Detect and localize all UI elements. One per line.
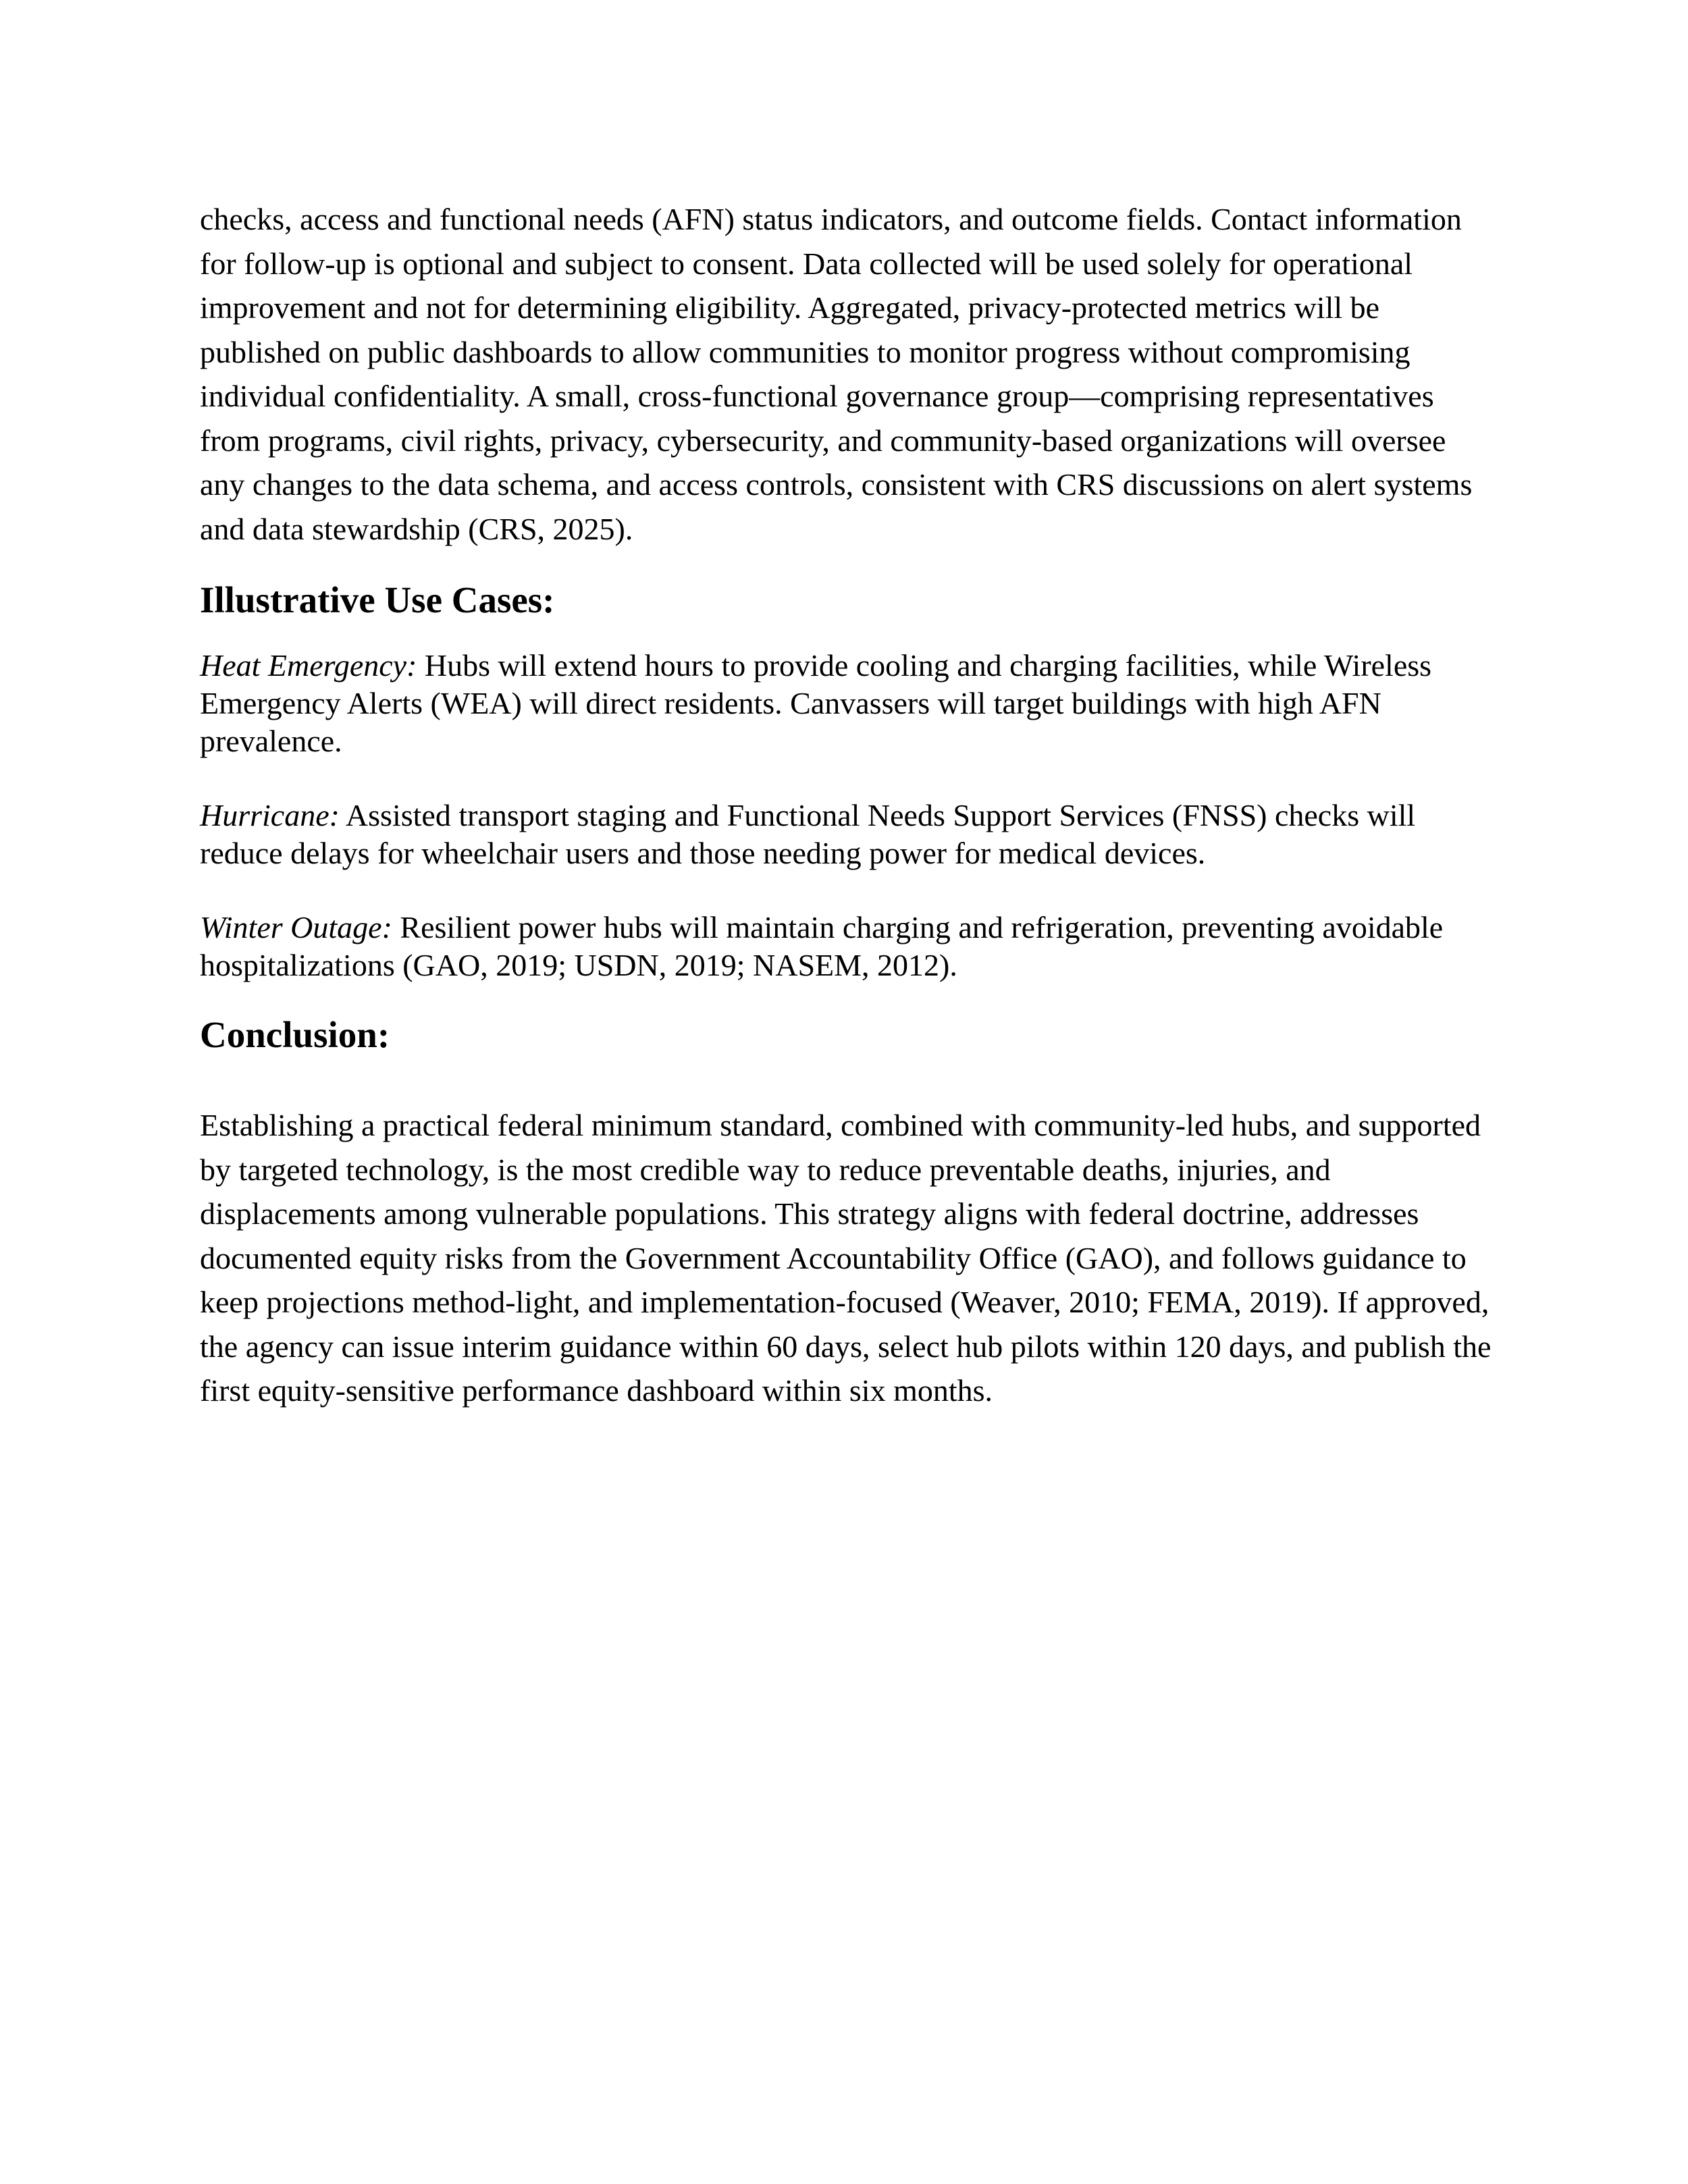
use-case-text: Assisted transport staging and Functional Needs Support Services (FNSS) checks will reduce delays for wheelchair users and those needing power for medical devices. — [200, 798, 1416, 870]
use-case-heat-emergency — [200, 647, 1496, 760]
use-case-term: Hurricane: — [200, 798, 340, 832]
conclusion-heading: Conclusion: — [200, 1014, 390, 1055]
document-body — [200, 197, 1496, 1413]
use-case-text: Resilient power hubs will maintain charging and refrigeration, preventing avoidable hospitalizations (GAO, 2019; USDN, 2019; NASEM, 2012). — [200, 910, 1444, 982]
use-cases-heading: Illustrative Use Cases: — [200, 579, 555, 620]
use-case-winter-outage — [200, 909, 1496, 984]
use-case-hurricane — [200, 797, 1496, 872]
intro-paragraph: checks, access and functional needs (AFN) status indicators, and outcome fields. Contact information for follow-up is optional and subject to consent. Data collected will be used solely for operational improvement and not for determining eligibility. Aggregated, privacy-protected metrics will be published on public dashboards to allow communities to monitor progress without compromising individual confidentiality. A small, cross-functional governance group—comprising representatives from programs, civil rights, privacy, cybersecurity, and community-based organizations will oversee any changes to the data schema, and access controls, consistent with CRS discussions on alert systems and data stewardship (CRS, 2025). — [200, 202, 1473, 546]
use-case-term: Winter Outage: — [200, 910, 392, 944]
use-case-term: Heat Emergency: — [200, 648, 417, 683]
conclusion-paragraph: Establishing a practical federal minimum standard, combined with community-led hubs, and supported by targeted technology, is the most credible way to reduce preventable deaths, injuries, and displacements among vulnerable populations. This strategy aligns with federal doctrine, addresses documented equity risks from the Government Accountability Office (GAO), and follows guidance to keep projections method-light, and implementation-focused (Weaver, 2010; FEMA, 2019). If approved, the agency can issue interim guidance within 60 days, select hub pilots within 120 days, and publish the first equity-sensitive performance dashboard within six months. — [200, 1108, 1492, 1408]
use-case-text: Hubs will extend hours to provide cooling and charging facilities, while Wireless Emergency Alerts (WEA) will direct residents. Canvassers will target buildings with high AFN prevalence. — [200, 648, 1432, 758]
